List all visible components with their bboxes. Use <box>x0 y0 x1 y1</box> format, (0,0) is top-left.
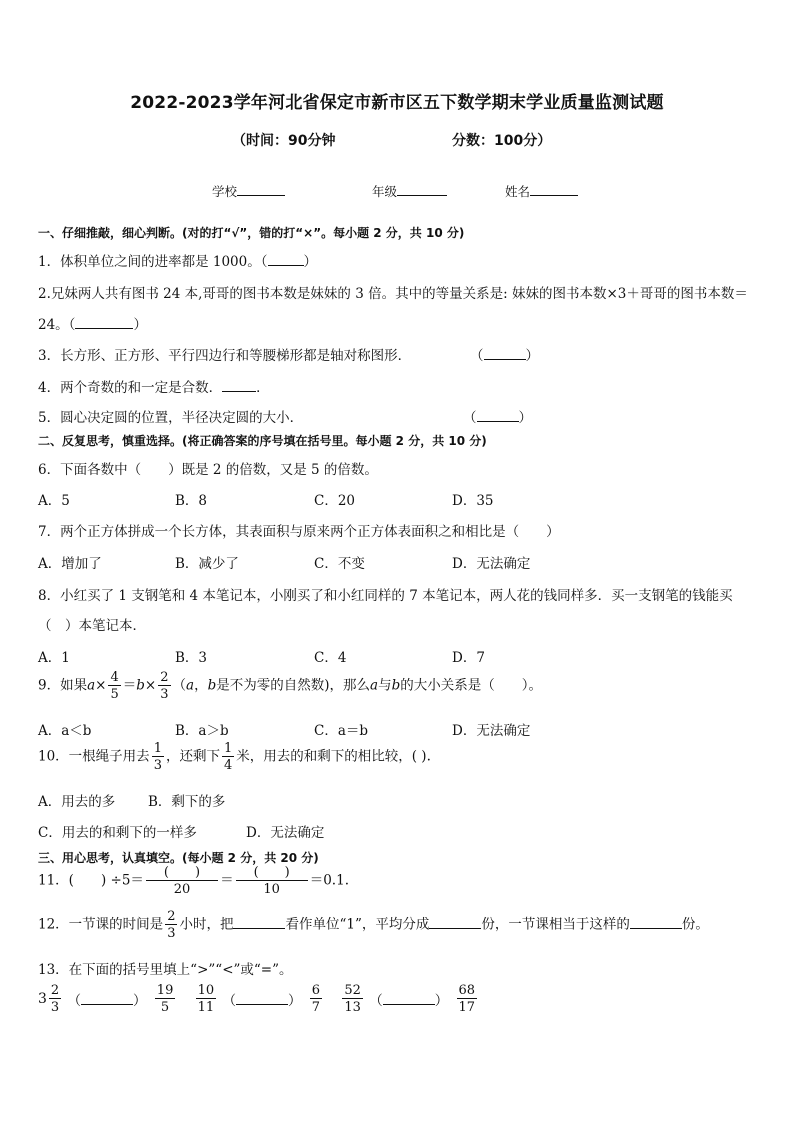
q6-option-a[interactable]: A．5 <box>38 493 70 509</box>
q9-option-a[interactable]: A．a＜b <box>38 723 92 739</box>
q9-option-b[interactable]: B．a＞b <box>175 723 229 739</box>
q8-option-b[interactable]: B．3 <box>175 650 208 666</box>
q3-answer: （ ） <box>470 348 539 364</box>
q9-fraction-1: $\frac{4}{5}$ <box>110 670 119 702</box>
question-8-cont: （ ）本笔记本． <box>38 618 146 634</box>
q8-option-c[interactable]: C．4 <box>314 650 347 666</box>
q10-option-b[interactable]: B．剩下的多 <box>148 794 226 810</box>
q7-option-c[interactable]: C．不变 <box>314 556 365 572</box>
question-10: 10．一根绳子用去 $\frac{1}{3}$ ，还剩下 $\frac{1}{4}$ 米，用去的和剩下的相比较，( ). <box>38 741 431 773</box>
q3-answer-blank[interactable] <box>484 346 526 360</box>
question-9: 9．如果a× $\frac{4}{5}$ ＝b× $\frac{2}{3}$ （a，b是不为零的自然数)，那么a与b的大小关系是（ ）。 <box>38 670 542 702</box>
q1-answer-blank[interactable] <box>268 252 304 266</box>
q10-option-a[interactable]: A．用去的多 <box>38 794 116 810</box>
exam-time: （时间：90分钟 <box>232 133 336 149</box>
question-13: 13．在下面的括号里填上“>”“<”或“=”。 <box>38 962 293 978</box>
q13-answer-1[interactable]: （ ） <box>67 993 147 1009</box>
question-4: 4．两个奇数的和一定是合数． ． <box>38 380 270 396</box>
q7-option-b[interactable]: B．减少了 <box>175 556 239 572</box>
q8-option-a[interactable]: A．1 <box>38 650 70 666</box>
q4-answer-blank[interactable] <box>222 378 256 392</box>
q13-fraction-3: $\frac{10}{11}$ <box>197 983 215 1015</box>
section2-heading: 二、反复思考，慎重选择。(将正确答案的序号填在括号里。每小题 2 分，共 10 分) <box>38 434 487 448</box>
q5-answer-blank[interactable] <box>477 408 519 422</box>
name-field[interactable] <box>505 182 578 200</box>
q7-option-a[interactable]: A．增加了 <box>38 556 102 572</box>
q13-blank-2[interactable] <box>236 991 288 1005</box>
q13-fraction-6: $\frac{68}{17}$ <box>458 983 476 1015</box>
q13-blank-1[interactable] <box>81 991 133 1005</box>
q12-blank-1[interactable] <box>233 915 285 929</box>
q13-fraction-2: $\frac{19}{5}$ <box>156 983 174 1015</box>
q6-option-c[interactable]: C．20 <box>314 493 356 509</box>
q10-option-d[interactable]: D．无法确定 <box>246 825 325 841</box>
question-11: 11．( ) ÷5＝ $\frac{( )}{20}$ ＝ $\frac{( )}{10}$ ＝0.1. <box>38 865 349 897</box>
q7-option-d[interactable]: D．无法确定 <box>452 556 531 572</box>
q13-fraction-4: $\frac{6}{7}$ <box>311 983 321 1015</box>
question-1: 1．体积单位之间的进率都是 1000。（ ） <box>38 254 317 270</box>
exam-score: 分数：100分） <box>452 133 552 149</box>
q12-blank-2[interactable] <box>429 915 481 929</box>
q12-fraction: $\frac{2}{3}$ <box>167 909 176 941</box>
q13-fraction-1: $\frac{2}{3}$ <box>50 983 60 1015</box>
school-blank[interactable] <box>237 182 285 196</box>
q9-option-c[interactable]: C．a＝b <box>314 723 369 739</box>
question-2: 2.兄妹两人共有图书 24 本,哥哥的图书本数是妹妹的 3 倍。其中的等量关系是: 妹妹的图书本数×3＋哥哥的图书本数＝ <box>38 286 748 302</box>
q9-option-d[interactable]: D．无法确定 <box>452 723 531 739</box>
grade-blank[interactable] <box>397 182 447 196</box>
q10-option-c[interactable]: C．用去的和剩下的一样多 <box>38 825 197 841</box>
q13-fraction-5: $\frac{52}{13}$ <box>344 983 361 1015</box>
q13-blank-3[interactable] <box>383 991 435 1005</box>
section1-heading: 一、仔细推敲，细心判断。(对的打“√”，错的打“×”。每小题 2 分，共 10 分) <box>38 226 465 240</box>
q13-comparisons: 3 $\frac{2}{3}$ （ ） $\frac{19}{5}$ $\frac{10}{11}$ （ ） $\frac{6}{7}$ $\frac{52}{13}$ （ ） $\frac{68}{17}$ <box>38 983 476 1015</box>
question-7: 7．两个正方体拼成一个长方体，其表面积与原来两个正方体表面积之和相比是（ ） <box>38 524 560 540</box>
question-3: 3．长方形、正方形、平行四边行和等腰梯形都是轴对称图形． <box>38 348 412 364</box>
q6-option-b[interactable]: B．8 <box>175 493 208 509</box>
page-title: 2022-2023学年河北省保定市新市区五下数学期末学业质量监测试题 <box>130 93 664 113</box>
name-blank[interactable] <box>530 182 578 196</box>
grade-field[interactable] <box>372 182 447 200</box>
q11-fraction-1: $\frac{( )}{20}$ <box>146 866 218 896</box>
school-label: 学校 <box>212 184 238 199</box>
school-field[interactable] <box>212 182 285 200</box>
q8-option-d[interactable]: D．7 <box>452 650 485 666</box>
q9-fraction-2: $\frac{2}{3}$ <box>160 670 169 702</box>
q11-fraction-2: $\frac{( )}{10}$ <box>236 866 308 896</box>
q2-answer-blank[interactable] <box>75 315 133 329</box>
question-5: 5．圆心决定圆的位置，半径决定圆的大小． <box>38 410 304 426</box>
question-6: 6．下面各数中（ ）既是 2 的倍数，又是 5 的倍数。 <box>38 462 378 478</box>
q6-option-d[interactable]: D．35 <box>452 493 494 509</box>
question-12: 12．一节课的时间是 $\frac{2}{3}$ 小时，把 看作单位“1”，平均分成 份，一节课相当于这样的 份。 <box>38 909 709 941</box>
question-2-cont: 24。（ ） <box>38 317 147 333</box>
q12-blank-3[interactable] <box>630 915 682 929</box>
q13-answer-2[interactable]: （ ） <box>222 993 302 1009</box>
q10-fraction-2: $\frac{1}{4}$ <box>223 741 233 773</box>
section3-heading: 三、用心思考，认真填空。(每小题 2 分，共 20 分) <box>38 851 319 865</box>
q5-answer: （ ） <box>463 410 532 426</box>
name-label: 姓名 <box>505 184 531 199</box>
q13-answer-3[interactable]: （ ） <box>369 993 449 1009</box>
question-8: 8．小红买了 1 支钢笔和 4 本笔记本，小刚买了和小红同样的 7 本笔记本，两人花的钱同样多．买一支钢笔的钱能买 <box>38 588 733 604</box>
grade-label: 年级 <box>372 184 398 199</box>
q10-fraction-1: $\frac{1}{3}$ <box>153 741 162 773</box>
